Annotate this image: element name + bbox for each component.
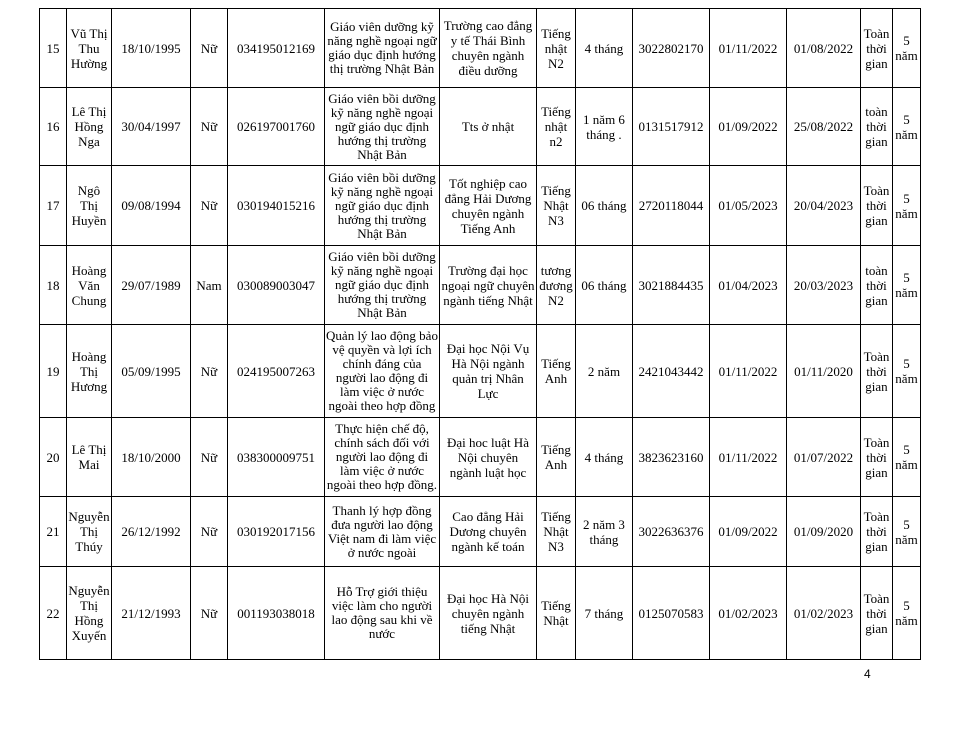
cell-dob: 30/04/1997	[112, 88, 191, 166]
table-row	[40, 567, 921, 660]
cell-gender: Nam	[191, 246, 228, 325]
cell-gender: Nữ	[191, 497, 228, 567]
cell-id-number: 001193038018	[228, 567, 325, 660]
cell-name: Vũ Thị Thu Hường	[67, 9, 112, 88]
cell-start-date: 01/05/2023	[710, 166, 787, 246]
cell-insurance-number: 0125070583	[633, 567, 710, 660]
cell-term: 5 năm	[893, 497, 921, 567]
cell-name: Hoàng Văn Chung	[67, 246, 112, 325]
table-row	[40, 497, 921, 567]
cell-stt: 21	[40, 497, 67, 567]
cell-job: Giáo viên dưỡng kỹ năng nghề ngoại ngữ giáo dục định hướng thị trường Nhật Bản	[325, 9, 440, 88]
cell-work-type: Toàn thời gian	[861, 418, 893, 497]
cell-stt: 19	[40, 325, 67, 418]
cell-date: 01/09/2020	[787, 497, 861, 567]
cell-id-number: 034195012169	[228, 9, 325, 88]
cell-start-date: 01/11/2022	[710, 9, 787, 88]
cell-id-number: 030192017156	[228, 497, 325, 567]
cell-dob: 18/10/1995	[112, 9, 191, 88]
cell-gender: Nữ	[191, 567, 228, 660]
cell-work-type: Toàn thời gian	[861, 9, 893, 88]
cell-term: 5 năm	[893, 418, 921, 497]
cell-insurance-number: 0131517912	[633, 88, 710, 166]
cell-gender: Nữ	[191, 418, 228, 497]
cell-start-date: 01/02/2023	[710, 567, 787, 660]
cell-job: Giáo viên bồi dưỡng kỹ năng nghề ngoại ngữ giáo dục định hướng thị trường Nhật Bản	[325, 88, 440, 166]
table-row	[40, 9, 921, 88]
cell-gender: Nữ	[191, 9, 228, 88]
cell-education: Cao đẳng Hải Dương chuyên ngành kế toán	[440, 497, 537, 567]
cell-language: Tiếng Anh	[537, 325, 576, 418]
table-row	[40, 166, 921, 246]
cell-date: 01/07/2022	[787, 418, 861, 497]
cell-experience: 06 tháng	[576, 166, 633, 246]
cell-id-number: 024195007263	[228, 325, 325, 418]
cell-insurance-number: 2720118044	[633, 166, 710, 246]
cell-language: Tiếng Nhật N3	[537, 497, 576, 567]
cell-work-type: Toàn thời gian	[861, 497, 893, 567]
cell-name: Lê Thị Hồng Nga	[67, 88, 112, 166]
cell-job: Quản lý lao động bảo vệ quyền và lợi ích chính đáng của người lao động đi làm việc ở nước ngoài theo hợp đồng	[325, 325, 440, 418]
cell-insurance-number: 3022802170	[633, 9, 710, 88]
cell-name: Nguyễn Thị Hồng Xuyến	[67, 567, 112, 660]
cell-stt: 17	[40, 166, 67, 246]
cell-insurance-number: 3823623160	[633, 418, 710, 497]
cell-dob: 21/12/1993	[112, 567, 191, 660]
cell-name: Lê Thị Mai	[67, 418, 112, 497]
cell-insurance-number: 3022636376	[633, 497, 710, 567]
cell-job: Thực hiện chế độ, chính sách đối với người lao động đi làm việc ở nước ngoài theo hợp đồng.	[325, 418, 440, 497]
cell-date: 20/03/2023	[787, 246, 861, 325]
cell-name: Nguyễn Thị Thúy	[67, 497, 112, 567]
cell-dob: 05/09/1995	[112, 325, 191, 418]
cell-term: 5 năm	[893, 246, 921, 325]
cell-start-date: 01/11/2022	[710, 418, 787, 497]
cell-education: Tts ở nhật	[440, 88, 537, 166]
table-row	[40, 418, 921, 497]
cell-education: Tốt nghiệp cao đẳng Hải Dương chuyên ngành Tiếng Anh	[440, 166, 537, 246]
cell-start-date: 01/04/2023	[710, 246, 787, 325]
cell-work-type: toàn thời gian	[861, 246, 893, 325]
cell-language: Tiếng Nhật	[537, 567, 576, 660]
cell-term: 5 năm	[893, 9, 921, 88]
cell-id-number: 038300009751	[228, 418, 325, 497]
cell-date: 20/04/2023	[787, 166, 861, 246]
cell-dob: 09/08/1994	[112, 166, 191, 246]
cell-education: Trường cao đẳng y tế Thái Bình chuyên ngành điều dưỡng	[440, 9, 537, 88]
staff-table	[39, 8, 921, 660]
table-row	[40, 246, 921, 325]
cell-start-date: 01/09/2022	[710, 497, 787, 567]
cell-stt: 15	[40, 9, 67, 88]
cell-stt: 22	[40, 567, 67, 660]
cell-insurance-number: 2421043442	[633, 325, 710, 418]
cell-insurance-number: 3021884435	[633, 246, 710, 325]
cell-start-date: 01/11/2022	[710, 325, 787, 418]
cell-date: 25/08/2022	[787, 88, 861, 166]
cell-experience: 2 năm 3 tháng	[576, 497, 633, 567]
cell-experience: 7 tháng	[576, 567, 633, 660]
cell-term: 5 năm	[893, 166, 921, 246]
cell-education: Trường đại học ngoại ngữ chuyên ngành tiếng Nhật	[440, 246, 537, 325]
cell-date: 01/02/2023	[787, 567, 861, 660]
cell-term: 5 năm	[893, 88, 921, 166]
cell-job: Thanh lý hợp đồng đưa người lao động Việt nam đi làm việc ở nước ngoài	[325, 497, 440, 567]
cell-work-type: toàn thời gian	[861, 88, 893, 166]
cell-education: Đại hoc luật Hà Nội chuyên ngành luật học	[440, 418, 537, 497]
cell-language: Tiếng nhật n2	[537, 88, 576, 166]
cell-term: 5 năm	[893, 567, 921, 660]
cell-experience: 4 tháng	[576, 418, 633, 497]
cell-experience: 4 tháng	[576, 9, 633, 88]
cell-start-date: 01/09/2022	[710, 88, 787, 166]
cell-dob: 18/10/2000	[112, 418, 191, 497]
cell-job: Giáo viên bồi dưỡng kỹ năng nghề ngoại ngữ giáo dục định hướng thị trường Nhật Bản	[325, 246, 440, 325]
table-row	[40, 325, 921, 418]
cell-language: Tiếng Nhật N3	[537, 166, 576, 246]
cell-language: Tiếng Anh	[537, 418, 576, 497]
cell-stt: 20	[40, 418, 67, 497]
cell-term: 5 năm	[893, 325, 921, 418]
cell-date: 01/08/2022	[787, 9, 861, 88]
cell-work-type: Toàn thời gian	[861, 325, 893, 418]
cell-work-type: Toàn thời gian	[861, 567, 893, 660]
cell-id-number: 030089003047	[228, 246, 325, 325]
cell-dob: 26/12/1992	[112, 497, 191, 567]
table-body	[40, 9, 921, 660]
cell-name: Ngô Thị Huyền	[67, 166, 112, 246]
cell-dob: 29/07/1989	[112, 246, 191, 325]
cell-date: 01/11/2020	[787, 325, 861, 418]
page-number: 4	[864, 667, 871, 681]
cell-experience: 06 tháng	[576, 246, 633, 325]
cell-id-number: 030194015216	[228, 166, 325, 246]
cell-name: Hoàng Thị Hương	[67, 325, 112, 418]
cell-gender: Nữ	[191, 166, 228, 246]
cell-language: Tiếng nhật N2	[537, 9, 576, 88]
cell-gender: Nữ	[191, 325, 228, 418]
cell-work-type: Toàn thời gian	[861, 166, 893, 246]
cell-stt: 18	[40, 246, 67, 325]
cell-experience: 1 năm 6 tháng .	[576, 88, 633, 166]
cell-education: Đại học Nội Vụ Hà Nội ngành quản trị Nhân Lực	[440, 325, 537, 418]
cell-job: Giáo viên bồi dưỡng kỹ năng nghề ngoại ngữ giáo dục định hướng thị trường Nhật Bản	[325, 166, 440, 246]
cell-stt: 16	[40, 88, 67, 166]
cell-id-number: 026197001760	[228, 88, 325, 166]
cell-job: Hỗ Trợ giới thiệu việc làm cho người lao động sau khi về nước	[325, 567, 440, 660]
table-row	[40, 88, 921, 166]
cell-experience: 2 năm	[576, 325, 633, 418]
cell-education: Đại học Hà Nội chuyên ngành tiếng Nhật	[440, 567, 537, 660]
cell-gender: Nữ	[191, 88, 228, 166]
cell-language: tương đương N2	[537, 246, 576, 325]
